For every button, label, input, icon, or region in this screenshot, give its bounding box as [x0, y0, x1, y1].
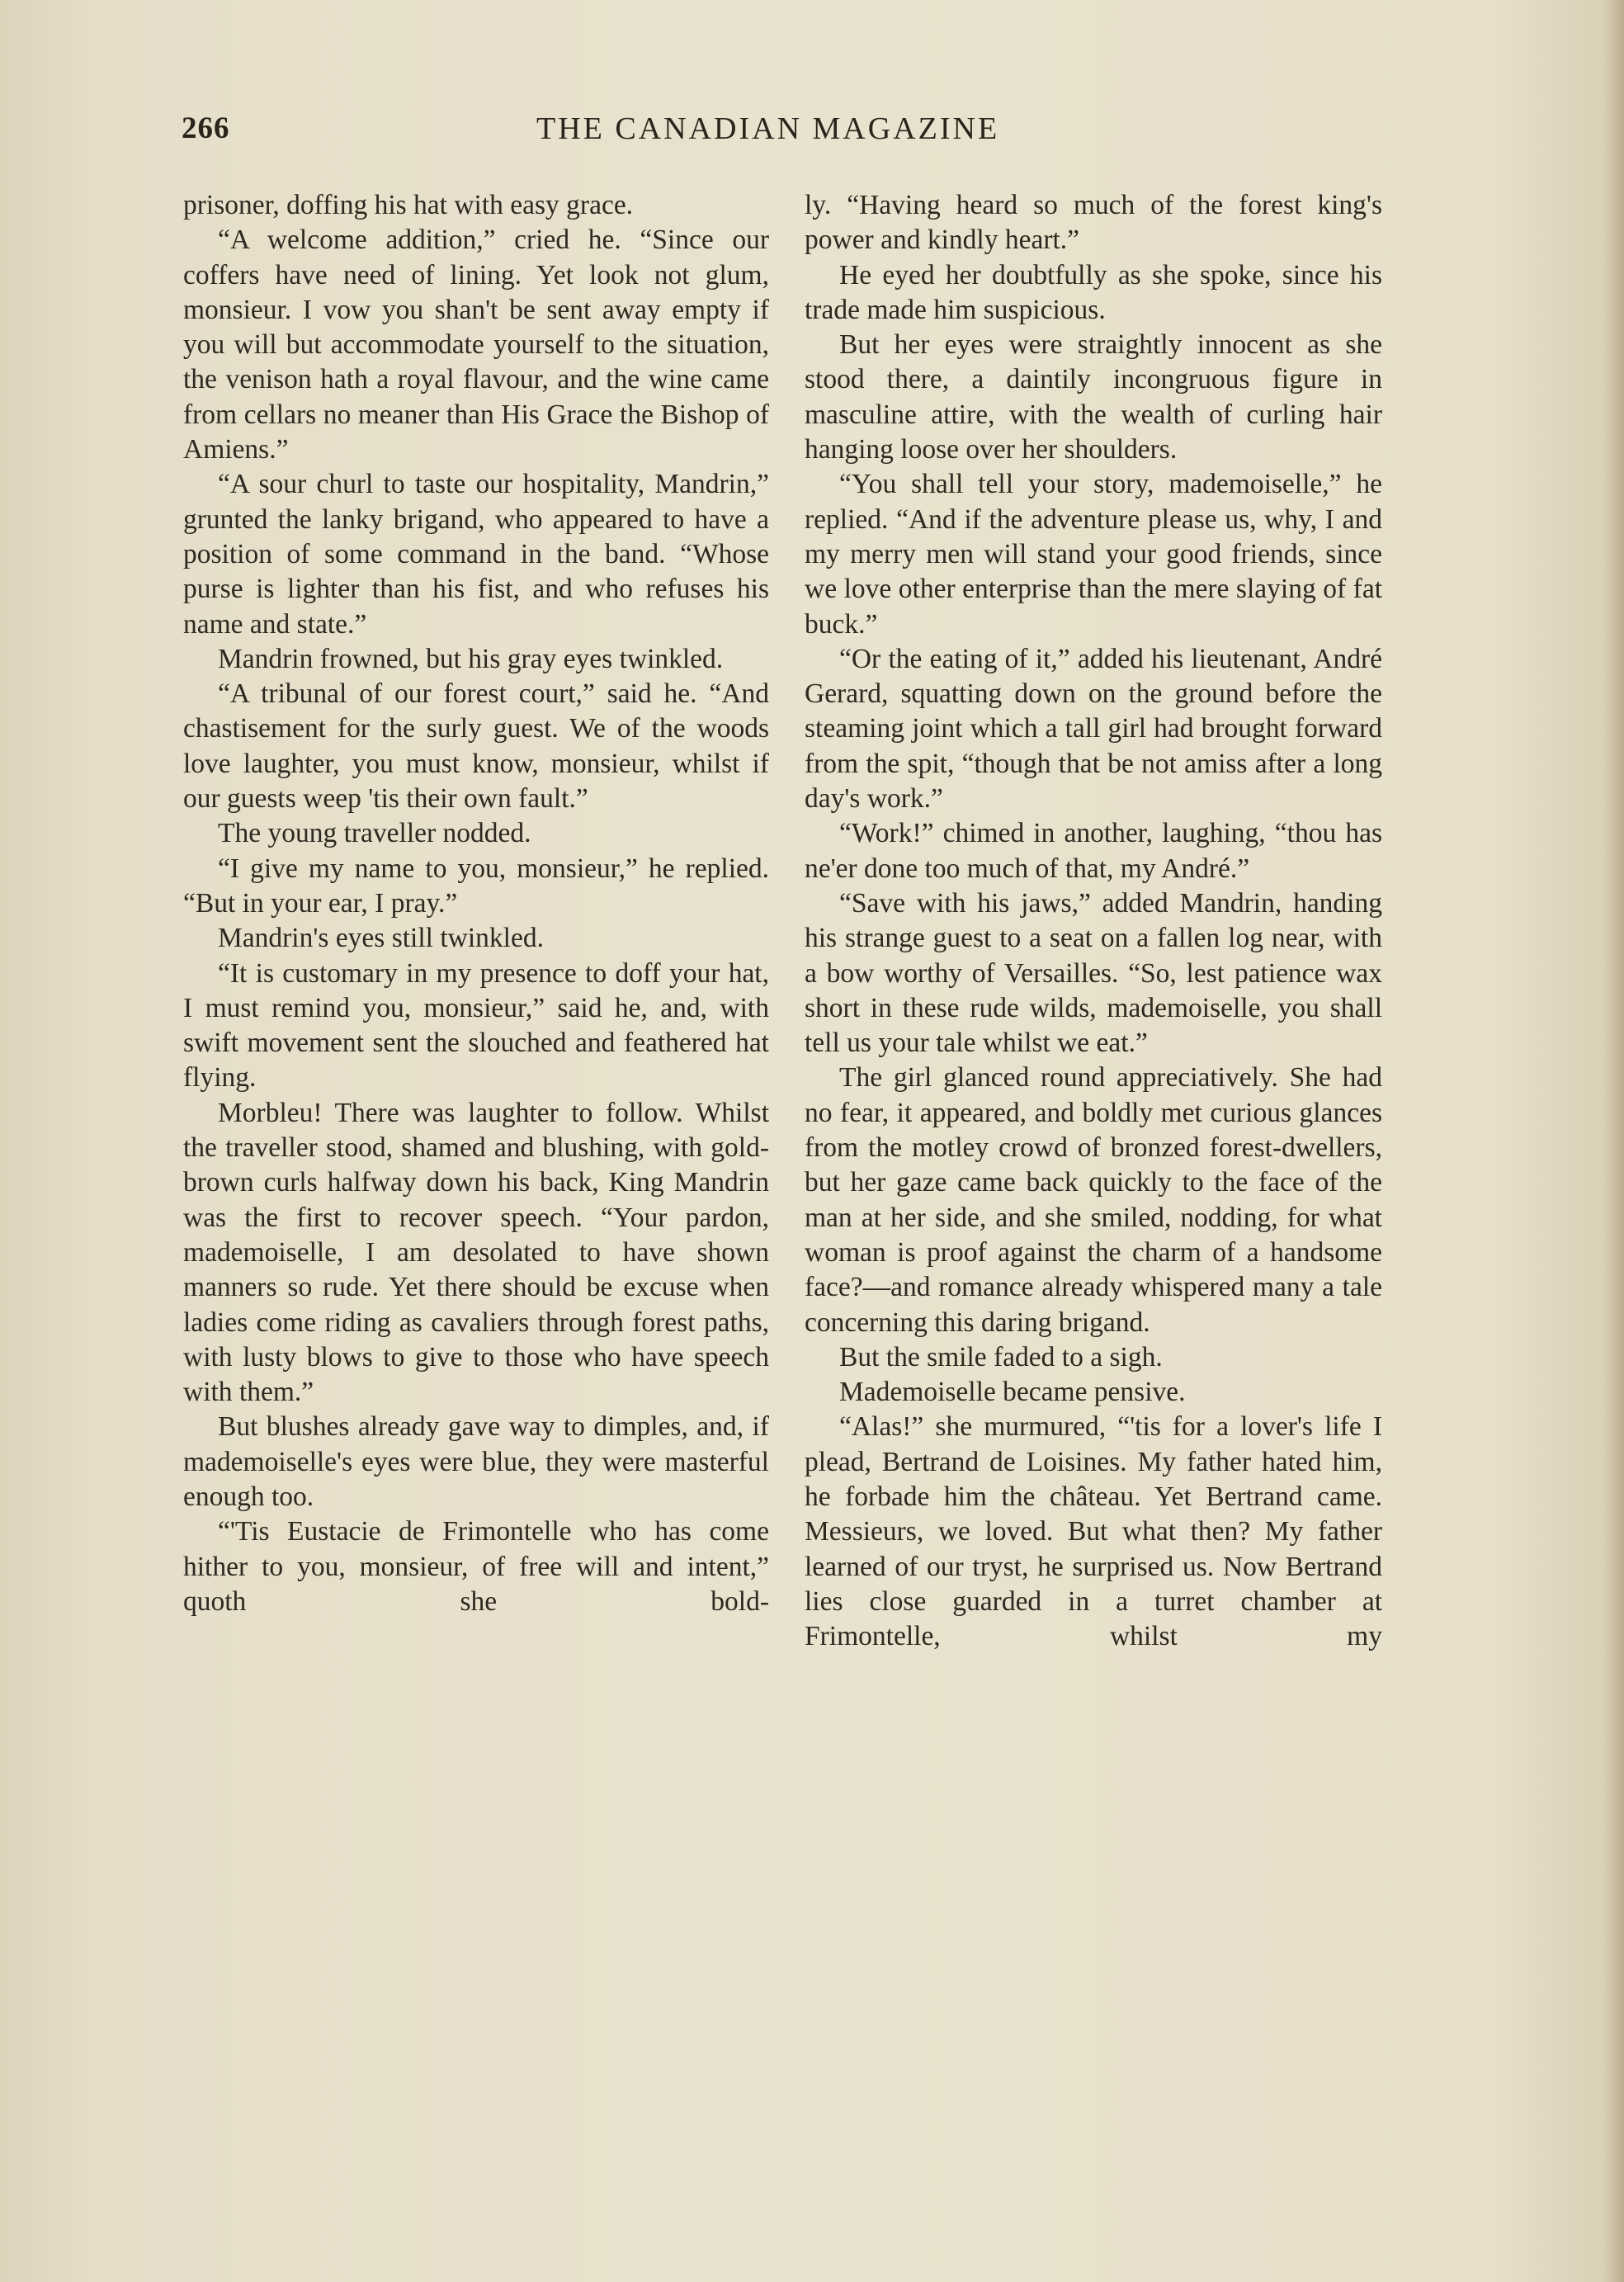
paragraph: “Save with his jaws,” added Mandrin, handing his strange guest to a seat on a fallen log near, with a bow worthy of Versailles. “So, lest patience wax short in these rude wilds, mademoiselle, you shall tell us your tale whilst we eat.” [805, 887, 1382, 1059]
paragraph: “Or the eating of it,” added his lieutenant, André Gerard, squatting down on the ground before the steaming joint which a tall girl had brought forward from the spit, “though that be not amiss after a long day's work.” [805, 643, 1382, 815]
paragraph: But her eyes were straightly innocent as she stood there, a daintily incongruous figure in masculine attire, with the wealth of curling hair hanging loose over her shoulders. [805, 329, 1382, 465]
paragraph: “It is customary in my presence to doff your hat, I must remind you, monsieur,” said he, and, with swift movement sent the slouched and feathered hat flying. [183, 957, 769, 1094]
paragraph: ly. “Having heard so much of the forest king's power and kindly heart.” [805, 190, 1382, 256]
paragraph: But the smile faded to a sigh. [839, 1341, 1163, 1373]
paragraph: Mademoiselle became pensive. [839, 1377, 1186, 1408]
page-header [182, 111, 1386, 160]
running-title: THE CANADIAN MAGAZINE [536, 111, 1000, 146]
paragraph: “A welcome addition,” cried he. “Since our coffers have need of lining. Yet look not glum, monsieur. I vow you shan't be sent away empty if you will but accommodate yourself to the situation, the venison hath a royal flavour, and the wine came from cellars no meaner than His Grace the Bishop of Amiens.” [183, 224, 769, 465]
paragraph: “A sour churl to taste our hospitality, Mandrin,” grunted the lanky brigand, who appeared to have a position of some command in the band. “Whose purse is lighter than his fist, and who refuses his name and state.” [183, 469, 769, 640]
paragraph: He eyed her doubtfully as she spoke, since his trade made him suspicious. [805, 259, 1382, 325]
left-column [183, 188, 769, 1619]
paragraph: The girl glanced round appreciatively. She had no fear, it appeared, and boldly met curious glances from the motley crowd of bronzed forest-dwellers, but her gaze came back quickly to the face of the man at her side, and she smiled, nodding, for what woman is proof against the charm of a handsome face?—and romance already whispered many a tale concerning this daring brigand. [805, 1062, 1382, 1338]
paragraph: “Alas!” she murmured, “'tis for a lover's life I plead, Bertrand de Loisines. My father hated him, he forbade him the château. Yet Bertrand came. Messieurs, we loved. But what then? My father learned of our tryst, he surprised us. Now Bertrand lies close guarded in a turret chamber at Frimontelle, whilst my [805, 1411, 1382, 1652]
page-edge-shadow [1603, 0, 1624, 2282]
paragraph: “You shall tell your story, mademoiselle,” he replied. “And if the adventure please us, why, I and my merry men will stand your good friends, since we love other enterprise than the mere slaying of fat buck.” [805, 469, 1382, 640]
paragraph: But blushes already gave way to dimples, and, if mademoiselle's eyes were blue, they were masterful enough too. [183, 1411, 769, 1512]
paragraph: The young traveller nodded. [218, 818, 531, 849]
paragraph: Mandrin's eyes still twinkled. [218, 923, 544, 954]
paragraph: Mandrin frowned, but his gray eyes twinkled. [218, 643, 724, 674]
paragraph: “Work!” chimed in another, laughing, “thou has ne'er done too much of that, my André.” [805, 818, 1382, 884]
page-number: 266 [182, 111, 230, 145]
paragraph: “'Tis Eustacie de Frimontelle who has come hither to you, monsieur, of free will and intent,” quoth she bold- [183, 1516, 769, 1617]
paragraph: “A tribunal of our forest court,” said he. “And chastisement for the surly guest. We of the woods love laughter, you must know, monsieur, whilst if our guests weep 'tis their own fault.” [183, 678, 769, 815]
paragraph: prisoner, doffing his hat with easy grace. [183, 190, 634, 220]
paragraph: “I give my name to you, monsieur,” he replied. “But in your ear, I pray.” [183, 853, 769, 919]
right-column [805, 188, 1382, 1654]
paragraph: Morbleu! There was laughter to follow. Whilst the traveller stood, shamed and blushing, with gold-brown curls halfway down his back, King Mandrin was the first to recover speech. “Your pardon, mademoiselle, I am desolated to have shown manners so rude. Yet there should be excuse when ladies come riding as cavaliers through forest paths, with lusty blows to give to those who have speech with them.” [183, 1097, 769, 1408]
